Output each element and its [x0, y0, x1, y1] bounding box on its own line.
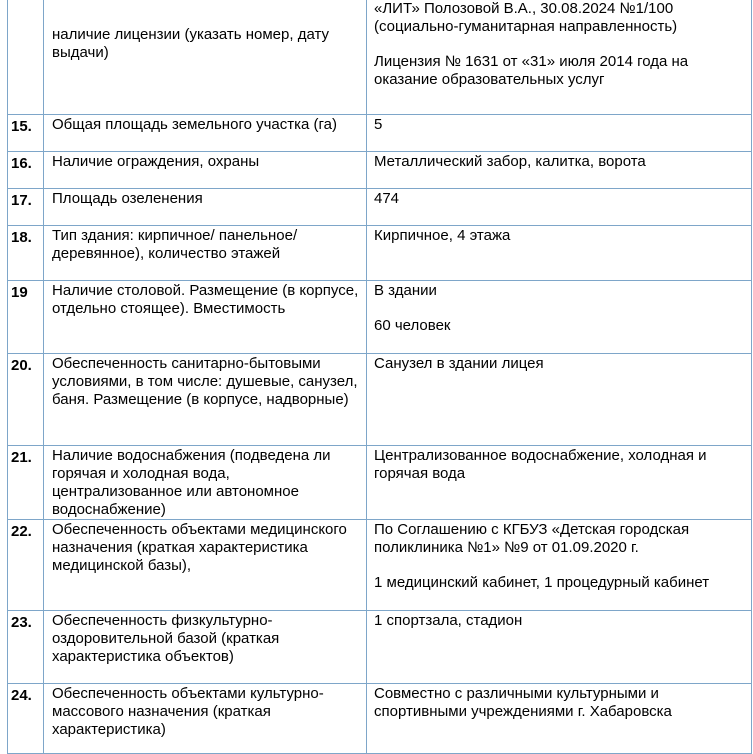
row-number: 19 [11, 284, 28, 301]
row-label: Тип здания: кирпичное/ панельное/ деревянное), количество этажей [52, 227, 298, 262]
table-row [8, 226, 752, 281]
row-number-cell [8, 446, 44, 520]
row-value-text: 5 [374, 116, 383, 133]
row-label-cell [44, 0, 367, 115]
row-number-cell [8, 226, 44, 281]
table-row [8, 281, 752, 354]
row-label-cell [44, 684, 367, 754]
row-value-text: По Соглашению с КГБУЗ «Детская городская поликлиника №1» №9 от 01.09.2020 г. [374, 521, 690, 556]
row-number-cell [8, 520, 44, 611]
row-number-cell [8, 611, 44, 684]
row-label: Обеспеченность санитарно-бытовыми условиями, в том числе: душевые, санузел, баня. Размещение (в корпусе, надворные) [52, 355, 358, 408]
row-number: 24. [11, 687, 32, 704]
row-number-cell [8, 354, 44, 446]
table-row [8, 684, 752, 754]
row-value-text: 60 человек [374, 317, 451, 334]
row-value-text: Централизованное водоснабжение, холодная и горячая вода [374, 447, 707, 482]
row-number-cell [8, 281, 44, 354]
row-number [11, 0, 43, 2]
row-number: 20. [11, 357, 32, 374]
row-value-text: 1 медицинский кабинет, 1 процедурный кабинет [374, 574, 710, 591]
row-label: Наличие столовой. Размещение (в корпусе, отдельно стоящее). Вместимость [52, 282, 359, 317]
row-label: Обеспеченность объектами медицинского назначения (краткая характеристика медицинской базы), [52, 521, 347, 574]
row-value-text: «ЛИТ» Полозовой В.А., 30.08.2024 №1/100 (социально-гуманитарная направленность) [374, 0, 678, 35]
row-number-cell [8, 115, 44, 152]
row-value-cell [367, 684, 752, 754]
row-value-cell [367, 281, 752, 354]
row-label-cell [44, 281, 367, 354]
row-number-cell [8, 189, 44, 226]
value-spacer [374, 300, 745, 317]
row-value-text: Кирпичное, 4 этажа [374, 227, 511, 244]
row-number: 22. [11, 523, 32, 540]
row-number-cell [8, 0, 44, 115]
row-label: Обеспеченность физкультурно-оздоровительной базой (краткая характеристика объектов) [52, 612, 280, 665]
table-row [8, 115, 752, 152]
row-value-cell [367, 354, 752, 446]
row-number-cell [8, 684, 44, 754]
table-row [8, 152, 752, 189]
row-value-cell [367, 520, 752, 611]
row-value-cell [367, 446, 752, 520]
table-row [8, 0, 752, 115]
info-table-body [8, 0, 752, 754]
row-label-cell [44, 354, 367, 446]
row-number: 18. [11, 229, 32, 246]
row-label-cell [44, 520, 367, 611]
value-spacer [374, 557, 745, 574]
row-label: наличие лицензии (указать номер, дату выдачи) [52, 26, 330, 61]
row-value-cell [367, 115, 752, 152]
row-number: 15. [11, 118, 32, 135]
row-label: Наличие ограждения, охраны [52, 153, 260, 170]
row-number: 23. [11, 614, 32, 631]
table-row [8, 354, 752, 446]
table-row [8, 446, 752, 520]
row-label: Площадь озеленения [52, 190, 203, 207]
row-label-cell [44, 152, 367, 189]
row-label-cell [44, 115, 367, 152]
row-value-text: Лицензия № 1631 от «31» июля 2014 года на оказание образовательных услуг [374, 53, 689, 88]
row-number: 17. [11, 192, 32, 209]
row-number: 16. [11, 155, 32, 172]
row-value-text: В здании [374, 282, 437, 299]
row-label: Обеспеченность объектами культурно-массового назначения (краткая характеристика) [52, 685, 324, 738]
row-value-cell [367, 189, 752, 226]
row-label-cell [44, 226, 367, 281]
row-label: Наличие водоснабжения (подведена ли горячая и холодная вода, централизованное или автономное водоснабжение) [52, 447, 331, 518]
row-value-cell [367, 226, 752, 281]
info-table [7, 0, 752, 754]
row-label-cell [44, 446, 367, 520]
row-number: 21. [11, 449, 32, 466]
row-label: Общая площадь земельного участка (га) [52, 116, 337, 133]
table-row [8, 520, 752, 611]
value-spacer [374, 36, 745, 53]
row-value-text: Металлический забор, калитка, ворота [374, 153, 646, 170]
row-value-text: 474 [374, 190, 400, 207]
row-value-cell [367, 0, 752, 115]
row-value-text: Совместно с различными культурными и спортивными учреждениями г. Хабаровска [374, 685, 672, 720]
row-label-cell [44, 611, 367, 684]
row-number-cell [8, 152, 44, 189]
row-value-cell [367, 611, 752, 684]
row-value-text: Санузел в здании лицея [374, 355, 544, 372]
table-row [8, 611, 752, 684]
row-label-cell [44, 189, 367, 226]
table-row [8, 189, 752, 226]
row-value-cell [367, 152, 752, 189]
row-value-text: 1 спортзала, стадион [374, 612, 523, 629]
